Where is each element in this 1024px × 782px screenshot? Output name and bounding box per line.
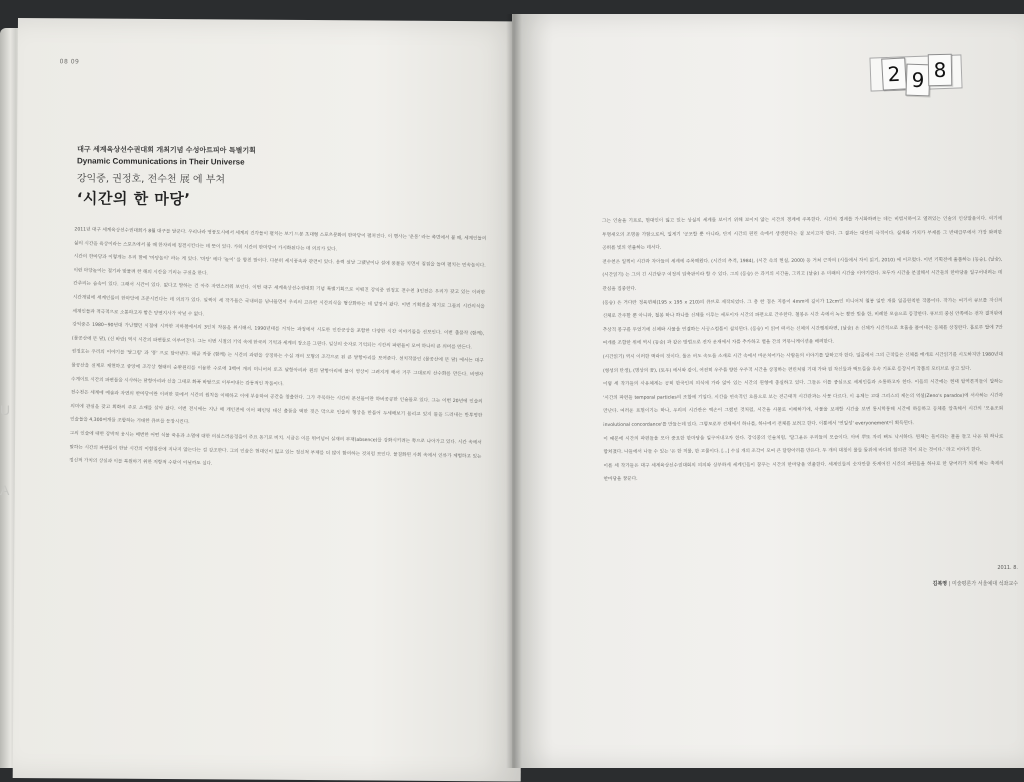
paragraph: 강익중은 1980~90년대 가난했던 시절에 시작한 지하철에서의 3인치 작품을 위시해서, 1990년대를 거치는 과정에서 시도한 인간군상을 포함한 다양한 시간 이야기들을 선보인다. 이번 출품작 (함께), (물공산에 뜬 달), (신 바람) 역시 시간의 파편들로 이루어진다. 그는 이번 시절의 기억 속에 한국의 기억과 세계의 장소를 그린다. 일상의 숫자로 기억되는 시간의 파편들이 모여 하나의 큰 의미를 만든다. — [71, 322, 485, 351]
article-heading — [77, 144, 497, 211]
author-name: 김복영 — [932, 581, 948, 587]
page-numbers: 08 09 — [59, 58, 80, 66]
paragraph: (동승) 은 거다란 정육면체(195 x 195 x 210)의 큐브로 제작되었다. 그 총 한 점은 지름이 4mm에 길이가 12cm인 미니어처 철봉 일만 개를 일곱원칙한 작품이다. 작가는 여기서 큐브를 자신의 신체로 간주할 뿐 아니라, 철봉 하나 하나를 신체를 이루는 세포이자 시간의 파편으로 간주한다. 철봉은 시간 속에서 녹는 뿐만 빛을 한, 비례한 모습으로 등장한다. 큐브의 중심 안쪽에는 전자 결저판에 추상적 몽구를 두었기에 신체와 사물을 연결하는 사공스럼틀이 설치된다. (동승) 이 읽어 떠서는 신체의 시간행위라면, (날숨) 은 신체가 시간적으로 호흡을 풀어내는 동체를 상징한다. 흡로부 딸에 7만 여개를 조합한 위에 역시 (동승) 과 같은 방법으로 전자 운재에서 자를 추가하고 별을 간의 커뮤니케이션을 배려한다. — [602, 298, 1003, 347]
signature-line — [880, 580, 1018, 587]
article-title: ‘시간의 한 마당’ — [76, 189, 191, 209]
signature-separator: | — [948, 581, 953, 587]
heading-english: Dynamic Communications in Their Universe — [76, 156, 245, 167]
paragraph: 이렇 세 작가들의 사유체계는 공히 한국인의 의식에 가라 앉아 있는 시간의 원형에 충실하고 있다. 그들은 이를 중심으로 세계인들과 소통하고자 한다. 이들의 시간에는 현대 탈역론적들이 말하는 '시간의 파편들 temporal particles의 조합에 기입다. 시간을 연속적인 흐름으로 보는 전근대적 시간관과는 사뭇 다르다. 이 유체는 고대 그리스의 제논의 역설(Zeno's paradox)에 서사하는 시간과 만난다. 여러운 표현이기는 하나, 우리의 시간관은 맥손이 그랬던 것처럼, 시간을 사물로 이해하기에, 사물을 보재할 시간을 보면 통시학통해 시간에 하동하고 동체를 압축해서 시간의 '모음조회 involutional concordance'를 만들는데 있다. 그렇모로부 전체에서 하나를, 하나에서 전체를 보려고 한다. 이뿐에서 '연일성' everyonement이 획득된다. — [603, 379, 1004, 428]
author-signature — [880, 565, 1018, 587]
number-tag — [870, 46, 964, 94]
right-body-text — [602, 213, 1004, 487]
paragraph: (시간읽기) 역시 이러한 맥락의 것이다. 둘은 여도 속도를 소재로 시간 속에서 바운처어가는 사람들의 이야기를 말하고자 한다. 일곱에서 그의 근작들은 신체를 매개로 시간읽기를 시도하지만 1980년대 (형성의 탄생), (명상의 꿈), (토우) 에서와 같이, 여전히 우주를 향한 우주적 시간을 상징하는 편린처럼 기대 가와 원 작신들과 백트들을 후속 기표로 등장시켜 작품의 모티브로 삼고 있다. — [602, 352, 1003, 374]
paragraph: 이를 세 작가들은 대구 세계육상선수권대회의 의의와 상부하게 세계인들이 꿈꾸는 시간의 한마당을 연출한다. 세계인들의 숫자만큼 뜻계어진 시간의 파편들을 하나로 한 당어리가 되게 하는 축제의 한마당을 꿈꾼다. — [603, 461, 1004, 483]
tag-digit: 9 — [905, 64, 930, 97]
book-gutter — [506, 14, 522, 768]
paragraph: 2011년 대구 세계육상선수권대회가 8월 대구를 달군다. 우리나라 영풍도시에서 세계의 건각들이 펼치는 보기 드문 초대형 스포츠문화의 한마당이 펼쳐진다. 이 행사는 '운동' 라는 측면에서 볼 때, 세계인들의 삶의 시간을 육상이라는 스포츠에서 볼 때 한자리에 집결시킨다는 데 뜻이 있다. 가히 시간의 한마당이 가시화된다는 데 의의가 있다. — [74, 227, 487, 252]
left-page — [13, 18, 526, 782]
paragraph: 권정호는 우리의 이야기를 '달그림' 과 '풍' 으로 담아낸다. 해골 작품 (함께) 는 시간의 과편을 상징하는 수십 개의 모형의 조각으로 된 큰 달항아리를 보여준다. 설치작품인 (물공산에 뜬 달) 에서는 대구 물공산을 실제로 재현하고 중앙에 조각상 형태의 순환원리를 이용한 수로에 3백여 개의 미니어처 토즈 달항아리와 원의 달항아리에 물이 영상이 그려지게 해서 거꾸 그대로의 산수화를 만든다. 비엔자 수게이트 시간의 파편들을 시사하는 달항아리와 신을 그대로 화폭 바탕으로 이루어내는 감동적인 작품이다. — [70, 349, 484, 387]
paragraph: 전수천은 일찍이 시간과 자아들의 세계에 주목해왔다. (시간의 추격, 1984), (시간 속의 현실, 2000) 등 거쳐 근작의 (시들에서 차이 읽기, 2010) 에 이르렀다. 이번 기획전에 출품하는 (동승), (날숨), (시간읽기) 는 그의 긴 시간탐구 여정의 압축판이라 할 수 있다. 그의 (동승) 은 과거의 시간을, 그리고 (날숨) 은 미래의 시간을 이야기한다. 모두가 시간을 분절해서 시간들의 한마당을 일구어내려는 데 관심을 집중한다. — [602, 257, 1003, 292]
tag-digit: 2 — [881, 57, 907, 90]
signature-date: 2011. 8. — [997, 565, 1018, 571]
heading-korean: 대구 세계육상선수권대회 개최기념 수성아트피아 특별기획 — [77, 145, 256, 155]
paragraph: 전수천은 세계에 예술과 자연의 한마당이란 이러한 뜻에서 시간의 원칙을 이해하고 이에 부응하여 공간을 창출한다. 그가 주목하는 시간의 본선들이란 하버공공한 인술들로 있다. 그는 이번 20년에 인술의 의미에 관심을 갖고 회화의 주로 소재를 살아 왔다. 이번 전시에는 지난 해 개인전에 이어 페인팅 대신 출품을 택한 젖은 막으로 인술의 형상을 만들어 두세해보기 틀리고 있지 틀을 드러내는 반투명한 인술들을 4,300여개를 조합하는 거대한 큐브를 등장시킨다. — [70, 390, 483, 426]
paragraph: 그는 인술을 기표로, 현대인이 잃고 있는 상실의 세계를 보이기 위해 보이지 않는 시간의 경계에 주목한다. 시간의 경계를 가시화하려는 데는 비범시하이고 열려있는 인술의 인상말을이다. 여기에 투명새오의 조명을 가함으로써, 일게기 '공포할 뿐 아니라, 단지 시간의 편린 속에서 생생한다는 걸 보이고자 한다. 그 결과는 대단히 극적이다. 실재와 가치가 부재를 그 반대급부에서 가장 화려한 공허를 빛의 연출하는 데서다. — [602, 216, 1003, 252]
heading-artists: 강익중, 권정호, 전수천 展 에 부쳐 — [76, 173, 226, 186]
paragraph: 시간의 한마당과 이렇게는 우리 말에 '마당놀이' 라는 게 있다. '마당' 에다 '놀이' 를 합친 말이다. 다분히 세시풍속과 관련이 있다. 음력 설날 그랬날이나 설에 풍물을 치면서 집집을 돌며 펼치는 민속놀이다. 이런 마당놀이는 절기와 맞물려 한 해의 시간을 기리는 구실을 한다. — [73, 254, 486, 277]
paragraph: 이 때문에 시간의 파편들을 모아 중요한 한마당을 일구어내고자 한다. 강익중의 인술처럼, '달그윤은 우리들의 모습이다. 아버 뿌또 자리 뻐도 낙서하다. 뭔체는 들이라는 물을 들고 나온 뭐 하나로 합쳐졌다. 나들에서 나들 수 있는 '은 한 적물, 한 고물이다. [...] 수십 개의 조각이 모여 큰 달항아리를 만든다. 두 개의 대칭이 물들 돌위에 바다의 함의관 적이 되는 것이다.' 라고 이야기 한다. — [603, 434, 1004, 456]
paragraph: 그의 인술에 대한 강박적 웅시는 매번한 어떤 식물 죽음과 소멸에 대한 의심스러움정을이 주요 동기로 비치. 시금은 이를 뛰어넘어 실재의 부재(absence)를 강화시키려는 쪽으로 나아가고 있다. 시간 속에서 말하는 시간의 파편들이 한낱 시간의 이합집산에 지나지 않는다는 걸 강조한다. 그의 인술은 현대인이 잃고 있는 정신적 부재를 더 많이 함의하는 것처럼 보인다. 물질화된 사회 속에서 인류가 제험하고 있는 정신적 가치의 상실과 이를 복원하기 위한 저항적 수단이 아닐까도 싶다. — [69, 431, 482, 467]
tag-digit: 8 — [928, 54, 953, 86]
show-through-letters: U A — [0, 402, 11, 498]
author-title: 미술평론가 서울예대 석좌교수 — [952, 581, 1018, 587]
left-body-text — [69, 223, 486, 477]
paragraph: 간추리는 습속이 있다. 그래서 시간이 있다. 없다고 말하는 건 아주 자연스러워 보인다. 이번 대구 세계육상선수권대회 기념 특별기획으로 이뤄진 강익중 권정호 전수천 3인전은 우리가 갖고 있는 이러한 시간개념에 세계인들의 한마당에 조준시킨다는 데 의의가 있다. 일찍이 세 작가들은 국내외를 넘나들면서 우리의 고유한 시간의식을 형상화하는 데 앞장서 왔다. 이번 기획전을 계기로 그들의 시간의식을 세계인들과 적극적으로 소통하고자 함은 당연지사가 아닐 수 없다. — [72, 281, 486, 317]
